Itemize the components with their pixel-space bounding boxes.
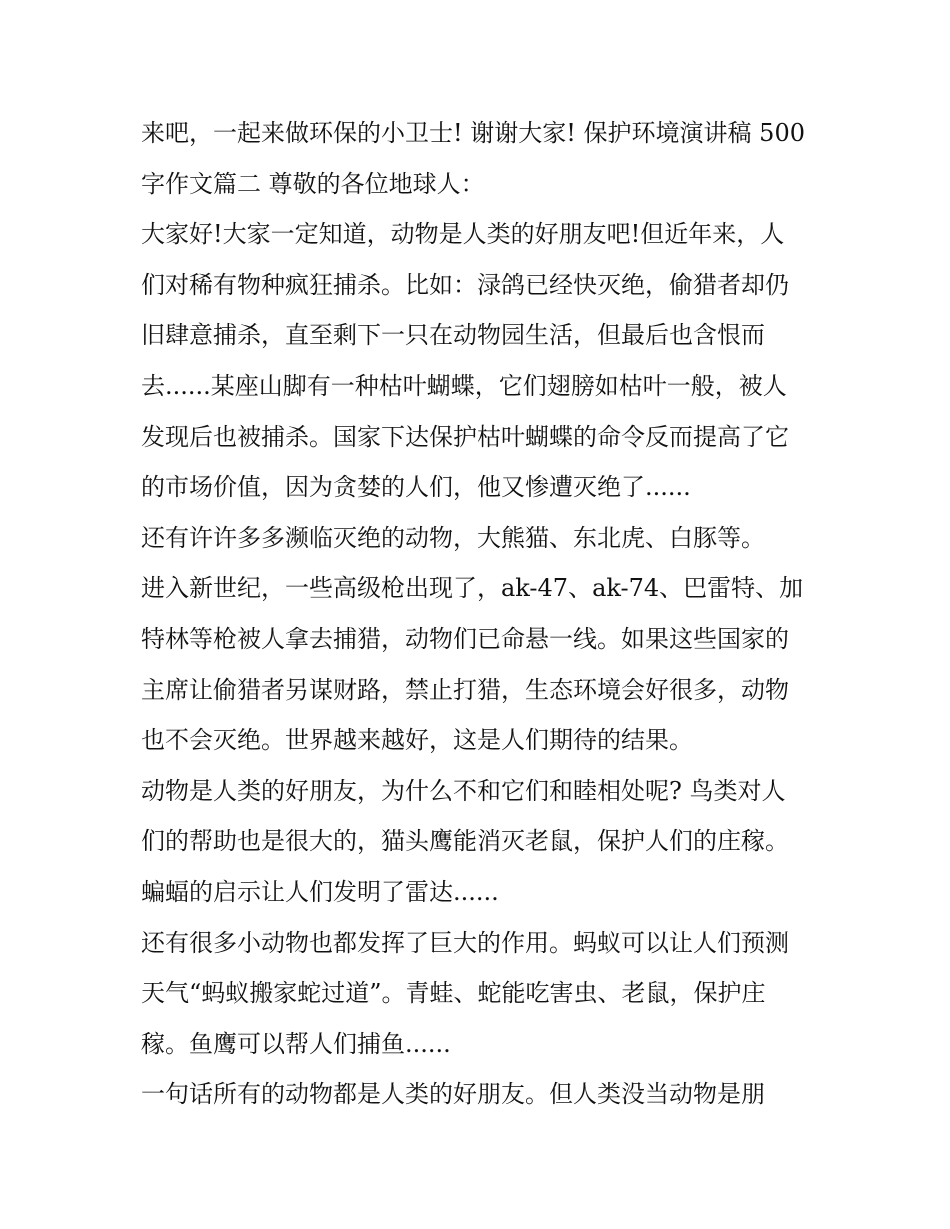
text-line: 特林等枪被人拿去捕猎，动物们已命悬一线。如果这些国家的 bbox=[141, 624, 789, 653]
text-line: 动物是人类的好朋友，为什么不和它们和睦相处呢? 鸟类对人 bbox=[141, 776, 786, 805]
text-line: 进入新世纪，一些高级枪出现了，ak-47、ak-74、巴雷特、加 bbox=[141, 574, 804, 603]
text-line: 主席让偷猎者另谋财路，禁止打猎，生态环境会好很多，动物 bbox=[141, 675, 789, 704]
text-line: 还有许许多多濒临灭绝的动物，大熊猫、东北虎、白豚等。 bbox=[141, 523, 765, 552]
text-line: 旧肆意捕杀，直至剩下一只在动物园生活，但最后也含恨而 bbox=[141, 321, 765, 350]
text-line: 们对稀有物种疯狂捕杀。比如：渌鸽已经快灭绝，偷猎者却仍 bbox=[141, 270, 789, 299]
text-line: 来吧，一起来做环保的小卫士! 谢谢大家! 保护环境演讲稿 500 bbox=[141, 119, 805, 147]
text-line: 一句话所有的动物都是人类的好朋友。但人类没当动物是朋 bbox=[141, 1080, 765, 1109]
text-line: 字作文篇二 尊敬的各位地球人： bbox=[141, 169, 485, 198]
document-body bbox=[141, 108, 813, 1120]
text-line: 的市场价值，因为贪婪的人们，他又惨遭灭绝了...... bbox=[141, 473, 691, 502]
text-line: 还有很多小动物也都发挥了巨大的作用。蚂蚁可以让人们预测 bbox=[141, 928, 789, 957]
text-line: 天气“蚂蚁搬家蛇过道”。青蛙、蛇能吃害虫、老鼠，保护庄 bbox=[141, 979, 766, 1008]
text-line: 去......某座山脚有一种枯叶蝴蝶，它们翅膀如枯叶一般，被人 bbox=[141, 371, 787, 400]
text-line: 们的帮助也是很大的，猫头鹰能消灭老鼠，保护人们的庄稼。 bbox=[141, 827, 789, 856]
text-line: 也不会灭绝。世界越来越好，这是人们期待的结果。 bbox=[141, 726, 693, 755]
text-line: 稼。鱼鹰可以帮人们捕鱼...... bbox=[141, 1029, 451, 1058]
text-line: 大家好!大家一定知道，动物是人类的好朋友吧!但近年来，人 bbox=[141, 220, 785, 249]
text-line: 发现后也被捕杀。国家下达保护枯叶蝴蝶的命令反而提高了它 bbox=[141, 422, 789, 451]
text-line: 蝙蝠的启示让人们发明了雷达...... bbox=[141, 877, 499, 906]
